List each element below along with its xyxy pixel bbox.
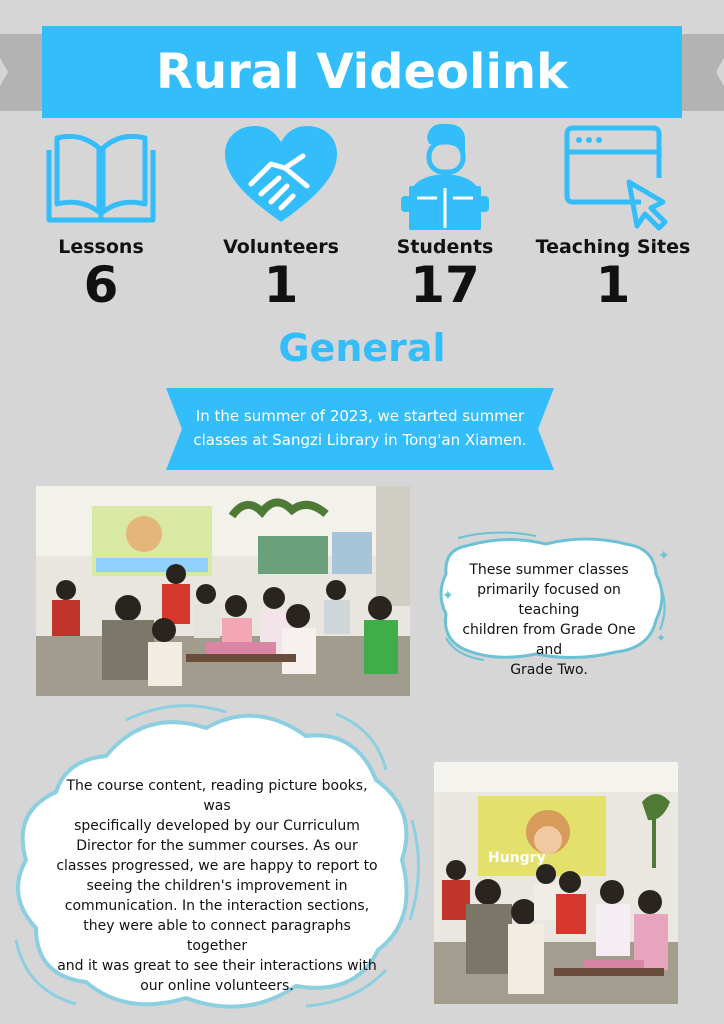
content-text-line: specifically developed by our Curriculum — [74, 818, 360, 834]
svg-text:✦: ✦ — [442, 588, 454, 604]
content-text-line: Director for the summer courses. As our — [76, 838, 358, 854]
classroom-photo — [36, 486, 410, 696]
stat-students — [360, 122, 530, 312]
heart-handshake-icon — [221, 122, 341, 232]
stat-value: 6 — [83, 256, 119, 314]
content-text-line: classes progressed, we are happy to report to — [56, 858, 378, 874]
stat-value: 1 — [595, 256, 631, 314]
svg-text:✦: ✦ — [658, 548, 670, 564]
stat-value: 1 — [263, 256, 299, 314]
ribbon-text — [190, 404, 530, 452]
stat-teaching-sites — [528, 122, 698, 312]
focus-text — [456, 560, 642, 680]
stat-volunteers — [196, 122, 366, 312]
classroom-photo-projector — [434, 762, 678, 1004]
section-heading: General — [278, 326, 446, 370]
book-icon — [41, 122, 161, 232]
browser-cursor-icon — [553, 122, 673, 232]
content-text-line: and it was great to see their interactions with — [57, 958, 377, 974]
ribbon-text-line: In the summer of 2023, we started summer — [195, 407, 525, 425]
content-text-line: The course content, reading picture books, was — [66, 778, 368, 814]
stat-label: Students — [396, 236, 494, 258]
focus-text-line: These summer classes — [469, 562, 629, 578]
focus-text-line: children from Grade One and — [462, 622, 636, 658]
ribbon-text-line: classes at Sangzi Library in Tong'an Xiamen. — [193, 431, 527, 449]
student-reading-icon — [385, 122, 505, 232]
content-text-line: seeing the children's improvement in — [86, 878, 348, 894]
content-text-line: they were able to connect paragraphs together — [83, 918, 351, 954]
content-text-line: communication. In the interaction sections, — [64, 898, 370, 914]
content-text-line: our online volunteers. — [140, 978, 294, 994]
stat-label: Teaching Sites — [535, 236, 691, 258]
stat-lessons — [16, 122, 186, 312]
focus-text-line: primarily focused on teaching — [477, 582, 621, 618]
content-text — [54, 776, 380, 996]
page-title: Rural Videolink — [155, 44, 568, 100]
screen-word: Hungry — [488, 850, 546, 866]
stat-label: Lessons — [58, 236, 144, 258]
focus-text-line: Grade Two. — [510, 662, 588, 678]
stat-value: 17 — [410, 256, 480, 314]
svg-text:✦: ✦ — [656, 631, 667, 645]
stat-label: Volunteers — [223, 236, 339, 258]
